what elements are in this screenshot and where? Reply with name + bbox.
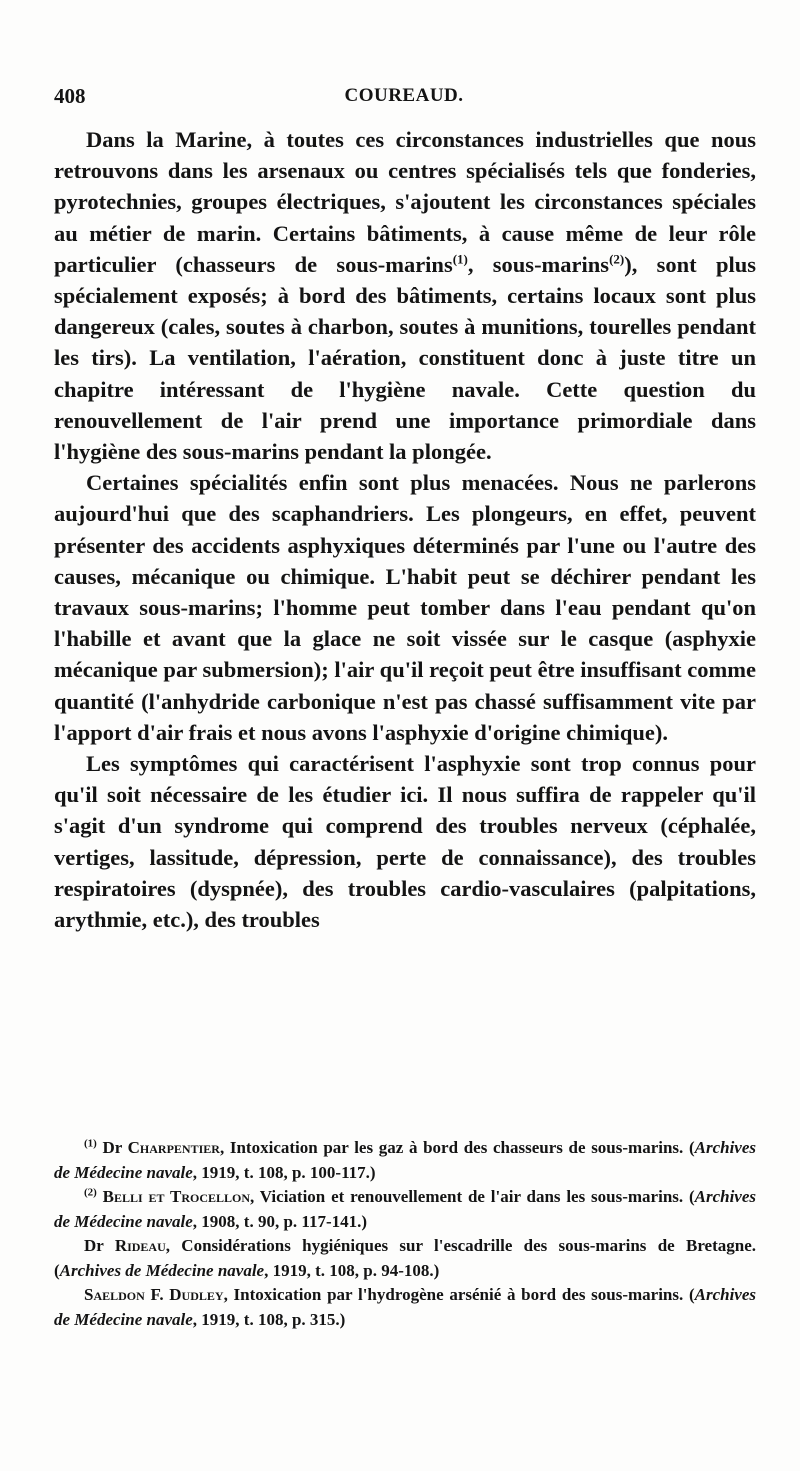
paragraph-3: Les symptômes qui caractérisent l'asphyxie sont trop connus pour qu'il soit nécessaire de les étudier ici. Il nous suffira de rappeler qu'il s'agit d'un syndrome qui comprend des troubles nerveux (céphalée, vertiges, lassitude, dépression, perte de connaissance), des troubles respiratoires (dyspnée), des troubles cardio-vasculaires (palpitations, arythmie, etc.), des troubles [54,751,756,933]
footnote-journal: Archives de Médecine navale [54,1285,757,1329]
footnote-ref-2: (2) [609,251,625,267]
paragraph-1 [54,124,756,467]
paragraph-2: Certaines spécialités enfin sont plus menacées. Nous ne parlerons aujourd'hui que des scaphandriers. Les plongeurs, en effet, peuvent présenter des accidents asphyxiques déterminés par l'une ou l'autre des causes, mécanique ou chimique. L'habit peut se déchirer pendant les travaux sous-marins; l'homme peut tomber dans l'eau pendant qu'on l'habille et avant que la glace ne soit vissée sur le casque (asphyxie mécanique par submersion); l'air qu'il reçoit peut être insuffisant comme quantité (l'anhydride carbonique n'est pas chassé suffisamment vite par l'apport d'air frais et nous avons l'asphyxie d'origine chimique). [54,470,756,745]
footnote-text: , Considérations hygiéniques sur l'escadrille des sous-marins de Bretagne. ( [54,1236,757,1280]
footnote-author-prefix: Dr [102,1138,128,1157]
paragraph-1-part-a: Dans la Marine, à toutes ces circonstances industrielles que nous retrouvons dans les arsenaux ou centres spécialisés tels que fonderies, pyrotechnies, groupes électriques, s'ajoutent les circonstances spéciales au métier de marin. Certains bâtiments, à cause même de leur rôle particulier (chasseurs de sous-marins [54,127,756,277]
footnote-ref: , 1919, t. 108, p. 315.) [192,1309,346,1329]
footnote-marker: (1) [84,1137,97,1150]
running-title: COUREAUD. [344,85,464,106]
footnote-author-prefix: Dr [84,1236,115,1255]
footnote-author: Belli et Trocellon [102,1187,251,1206]
page-header [54,84,754,114]
footnote-author: Charpentier [127,1138,220,1157]
page-number: 408 [54,84,86,108]
paragraph-1-part-c: ), sont plus spécialement exposés; à bord des bâtiments, certains locaux sont plus dangereux (cales, soutes à charbon, soutes à munitions, tourelles pendant les tirs). La ventilation, l'aération, constituent donc à juste titre un chapitre intéressant de l'hygiène navale. Cette question du renouvellement de l'air prend une importance primordiale dans l'hygiène des sous-marins pendant la plongée. [54,251,756,465]
footnote-marker: (2) [84,1186,97,1199]
paragraph-1-part-b: , sous-marins [467,251,610,277]
footnote-journal: Archives de Médecine navale [59,1260,265,1280]
footnote-4 [54,1283,756,1332]
footnote-text: , Intoxication par l'hydrogène arsénié à bord des sous-marins. ( [223,1285,695,1304]
footnote-author: Rideau [114,1236,166,1255]
footnote-ref: , 1908, t. 90, p. 117-141.) [192,1211,368,1231]
footnote-journal: Archives de Médecine navale [54,1187,756,1231]
footnote-text: , Viciation et renouvellement de l'air dans les sous-marins. ( [250,1187,695,1206]
body-text [54,124,756,935]
footnote-author: Saeldon F. Dudley [84,1285,224,1304]
footnote-ref-1: (1) [452,251,468,267]
footnote-ref: , 1919, t. 108, p. 94-108.) [264,1260,440,1280]
footnote-ref: , 1919, t. 108, p. 100-117.) [192,1162,376,1182]
footnote-3 [54,1234,756,1283]
footnote-text: , Intoxication par les gaz à bord des chasseurs de sous-marins. ( [219,1138,695,1157]
footnote-1 [54,1136,756,1185]
footnotes [54,1136,756,1332]
footnote-2 [54,1185,756,1234]
footnote-journal: Archives de Médecine navale [54,1138,756,1182]
